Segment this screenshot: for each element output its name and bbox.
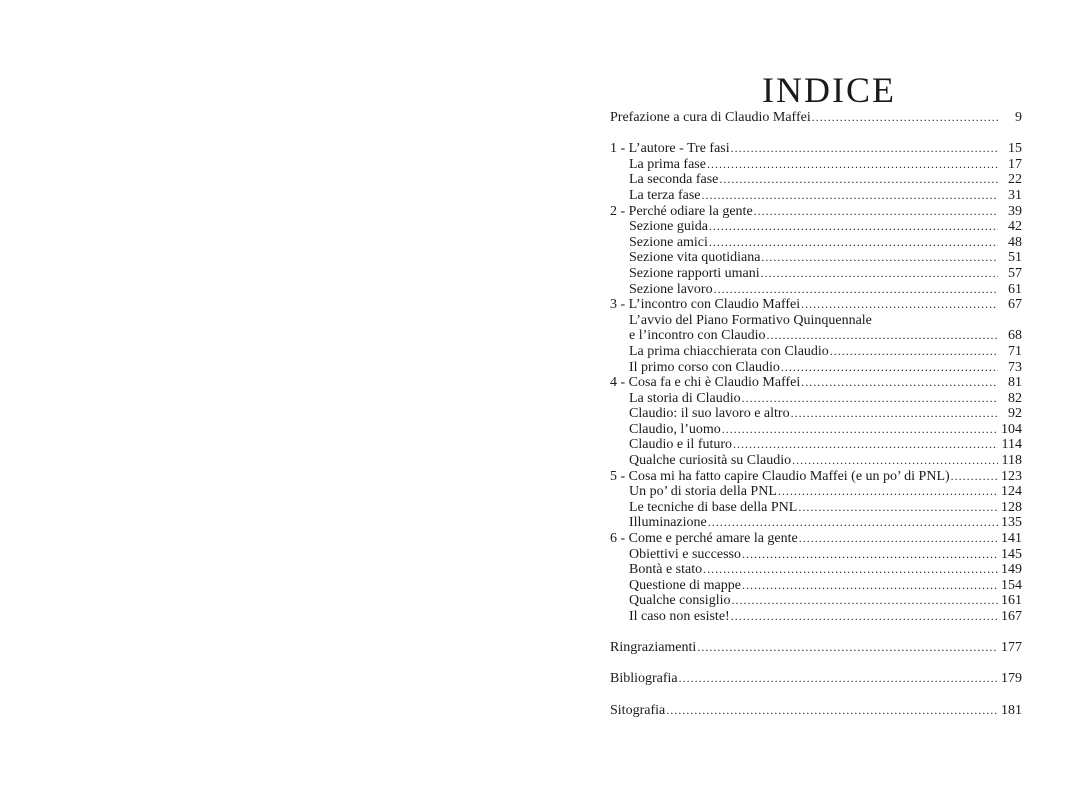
toc-entry-label: 3 - L’incontro con Claudio Maffei (610, 297, 801, 313)
toc-entry (610, 157, 1022, 173)
toc-entry-page: 154 (1001, 577, 1022, 593)
toc-entry-page: 181 (1001, 702, 1022, 718)
dot-leader (731, 593, 998, 609)
dot-leader (731, 141, 998, 157)
toc-entry (610, 391, 1022, 407)
toc-entry-page: 71 (1008, 343, 1022, 359)
toc-entry-page: 177 (1001, 640, 1022, 656)
dot-leader (709, 219, 998, 235)
toc-entry-page: 31 (1008, 187, 1022, 203)
toc-entry-label: La storia di Claudio (629, 390, 741, 406)
dot-leader (666, 703, 998, 719)
dot-leader (801, 375, 998, 391)
toc-entry (610, 469, 1022, 485)
toc-entry-label: La prima fase (629, 156, 706, 172)
page-title: INDICE (762, 70, 896, 110)
toc-entry-label: Obiettivi e successo (629, 546, 741, 562)
toc-entry-page: 104 (1001, 421, 1022, 437)
toc-entry-page: 81 (1008, 375, 1022, 391)
toc-entry (610, 328, 1022, 344)
toc-entry-page: 48 (1008, 234, 1022, 250)
toc-entry (610, 484, 1022, 500)
toc-entry (610, 703, 1022, 719)
toc-entry (610, 282, 1022, 298)
toc-entry-label: Claudio: il suo lavoro e altro (629, 406, 790, 422)
dot-leader (754, 204, 998, 220)
toc-entry-label: Un po’ di storia della PNL (629, 484, 777, 500)
toc-entry (610, 671, 1022, 687)
dot-leader (781, 360, 998, 376)
toc-entry-page: 17 (1008, 156, 1022, 172)
toc-entry (610, 110, 1022, 126)
toc-entry-label: Qualche consiglio (629, 593, 731, 609)
toc-entry (610, 578, 1022, 594)
toc-entry-label: 2 - Perché odiare la gente (610, 203, 753, 219)
toc-entry (610, 266, 1022, 282)
toc-entry-page: 123 (1001, 468, 1022, 484)
toc-entry-page: 118 (1001, 453, 1022, 469)
toc-entry-page: 82 (1008, 390, 1022, 406)
toc-entry-page: 135 (1001, 515, 1022, 531)
toc-entry (610, 593, 1022, 609)
toc-entry (610, 437, 1022, 453)
dot-leader (742, 391, 998, 407)
toc-entry-label: Il primo corso con Claudio (629, 359, 780, 375)
dot-leader (722, 422, 998, 438)
toc-entry-page: 141 (1001, 531, 1022, 547)
dot-leader (761, 250, 998, 266)
toc-entry-page: 22 (1008, 172, 1022, 188)
dot-leader (702, 188, 999, 204)
dot-leader (714, 282, 998, 298)
toc-entry (610, 500, 1022, 516)
toc-entry (610, 531, 1022, 547)
toc-entry (610, 547, 1022, 563)
dot-leader (742, 547, 998, 563)
toc-entry (610, 375, 1022, 391)
dot-leader (679, 671, 998, 687)
dot-leader (766, 328, 998, 344)
toc-entry-label: Sezione amici (629, 234, 708, 250)
toc-entry (610, 297, 1022, 313)
toc-entry-label: Le tecniche di base della PNL (629, 499, 798, 515)
dot-leader (707, 157, 998, 173)
toc-entry-label: Bontà e stato (629, 562, 703, 578)
toc-entry-page: 145 (1001, 546, 1022, 562)
toc-entry-label: e l’incontro con Claudio (629, 328, 766, 344)
toc-entry (610, 453, 1022, 469)
toc-entry-label: 4 - Cosa fa e chi è Claudio Maffei (610, 375, 801, 391)
toc-entry-label: Qualche curiosità su Claudio (629, 453, 792, 469)
dot-leader (719, 172, 998, 188)
dot-leader (951, 469, 998, 485)
dot-leader (830, 344, 998, 360)
toc-entry-label: L’avvio del Piano Formativo Quinquennale (629, 312, 872, 328)
toc-entry-page: 124 (1001, 484, 1022, 500)
dot-leader (792, 453, 998, 469)
toc-entry-label: Sezione rapporti umani (629, 265, 760, 281)
toc-entry (610, 141, 1022, 157)
dot-leader (697, 640, 998, 656)
dot-leader (801, 297, 998, 313)
toc-entry (610, 172, 1022, 188)
toc-entry-label: Sezione guida (629, 219, 708, 235)
toc-entry-label: Prefazione a cura di Claudio Maffei (610, 110, 811, 125)
toc-entry-page: 42 (1008, 219, 1022, 235)
toc-entry-label: Illuminazione (629, 515, 707, 531)
toc-entry-page: 149 (1001, 562, 1022, 578)
toc-entry-page: 161 (1001, 593, 1022, 609)
toc-entry-label: La seconda fase (629, 172, 719, 188)
toc-entry-page: 67 (1008, 297, 1022, 313)
dot-leader (761, 266, 998, 282)
toc-entry-label: Sezione vita quotidiana (629, 250, 761, 266)
toc-entry (610, 515, 1022, 531)
toc-entry (610, 640, 1022, 656)
toc-entry (610, 188, 1022, 204)
toc-entry-label: Sitografia (610, 702, 666, 718)
toc-entry-label: Questione di mappe (629, 577, 741, 593)
toc-entry (610, 235, 1022, 251)
toc-entry-label: 6 - Come e perché amare la gente (610, 531, 798, 547)
dot-leader (708, 515, 998, 531)
toc-entry (610, 609, 1022, 625)
toc-entry-label: 1 - L’autore - Tre fasi (610, 141, 730, 157)
toc-entry-page: 179 (1001, 671, 1022, 687)
toc-entry-page: 92 (1008, 406, 1022, 422)
toc-entry (610, 360, 1022, 376)
toc-entry-page: 39 (1008, 203, 1022, 219)
toc-entry-label: La terza fase (629, 187, 701, 203)
dot-leader (709, 235, 998, 251)
toc-entry-label: Sezione lavoro (629, 281, 713, 297)
toc-entry-label: Il caso non esiste! (629, 609, 730, 624)
toc-entry-page: 114 (1001, 437, 1022, 453)
toc-entry (610, 313, 1022, 329)
toc-entry-label: Bibliografia (610, 671, 678, 687)
dot-leader (798, 500, 998, 516)
table-of-contents (610, 110, 1022, 718)
dot-leader (791, 406, 998, 422)
dot-leader (733, 437, 998, 453)
toc-entry (610, 204, 1022, 220)
dot-leader (703, 562, 998, 578)
toc-entry-page: 15 (1008, 141, 1022, 157)
toc-entry-page: 61 (1008, 281, 1022, 297)
dot-leader (731, 609, 998, 625)
dot-leader (742, 578, 998, 594)
toc-entry-page: 128 (1001, 499, 1022, 515)
toc-entry-label: Ringraziamenti (610, 640, 697, 656)
toc-entry-page: 73 (1008, 359, 1022, 375)
toc-entry-label: 5 - Cosa mi ha fatto capire Claudio Maffei (e un po’ di PNL) (610, 468, 950, 484)
index-page (610, 70, 1022, 718)
toc-entry-page: 9 (1015, 110, 1022, 125)
toc-entry-page: 167 (1001, 609, 1022, 624)
toc-entry (610, 422, 1022, 438)
toc-entry-page: 57 (1008, 265, 1022, 281)
toc-entry-label: Claudio, l’uomo (629, 421, 721, 437)
dot-leader (778, 484, 998, 500)
toc-entry-page: 68 (1008, 328, 1022, 344)
toc-entry (610, 344, 1022, 360)
toc-entry-label: La prima chiacchierata con Claudio (629, 343, 829, 359)
toc-entry-page: 51 (1008, 250, 1022, 266)
toc-entry-label: Claudio e il futuro (629, 437, 733, 453)
toc-entry (610, 406, 1022, 422)
dot-leader (799, 531, 998, 547)
toc-entry (610, 562, 1022, 578)
toc-entry (610, 250, 1022, 266)
toc-entry (610, 219, 1022, 235)
dot-leader (812, 110, 998, 126)
